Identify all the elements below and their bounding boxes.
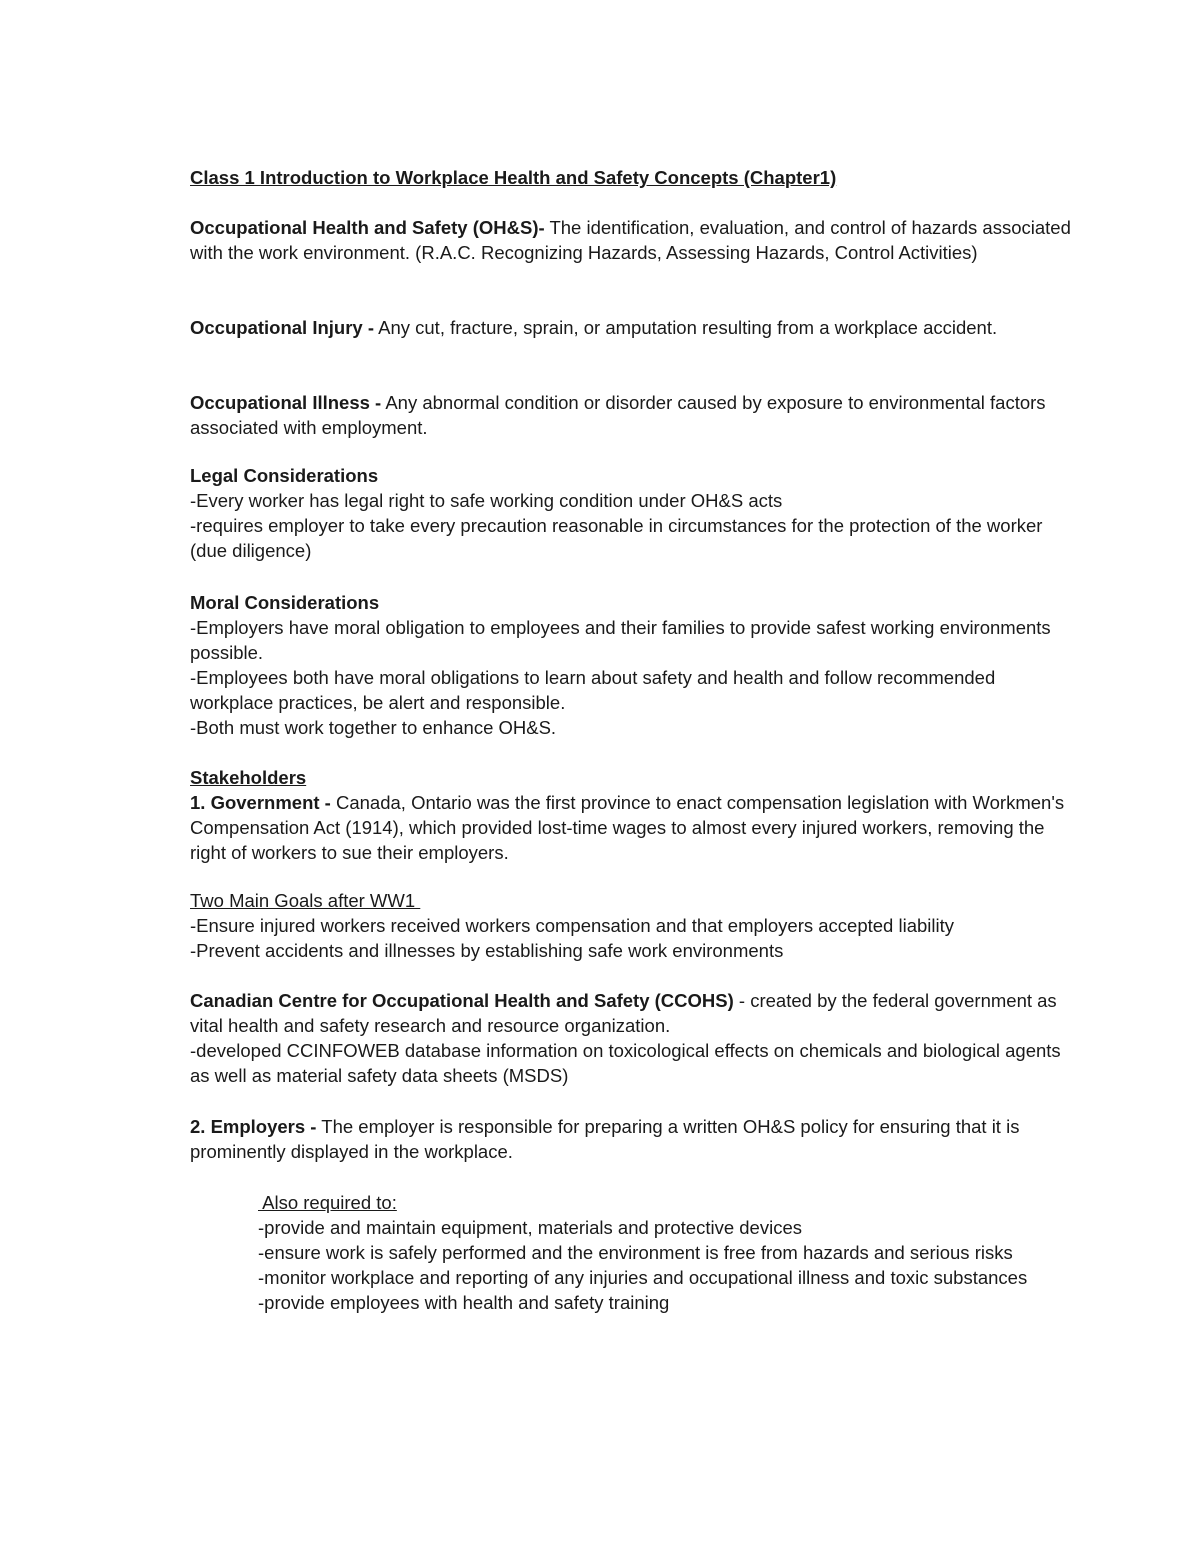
injury-term: Occupational Injury - xyxy=(190,317,374,338)
injury-definition xyxy=(190,315,1075,340)
government-paragraph xyxy=(190,790,1075,865)
also-required-point: -provide employees with health and safety training xyxy=(258,1292,670,1313)
government-term: 1. Government - xyxy=(190,792,331,813)
ohs-term: Occupational Health and Safety (OH&S)- xyxy=(190,217,545,238)
illness-definition xyxy=(190,390,1075,440)
legal-section xyxy=(190,463,1075,563)
also-required-heading: Also required to: xyxy=(258,1192,397,1213)
legal-point: -requires employer to take every precaution reasonable in circumstances for the protection of the worker (due diligence) xyxy=(190,515,1043,561)
legal-point: -Every worker has legal right to safe working condition under OH&S acts xyxy=(190,490,783,511)
employers-text: The employer is responsible for preparing a written OH&S policy for ensuring that it is prominently displayed in the workplace. xyxy=(190,1116,1020,1162)
goals-point: -Prevent accidents and illnesses by establishing safe work environments xyxy=(190,940,784,961)
moral-point: -Both must work together to enhance OH&S. xyxy=(190,717,557,738)
also-required-section xyxy=(258,1190,1078,1315)
stakeholders-heading: Stakeholders xyxy=(190,767,307,788)
illness-text: Any abnormal condition or disorder caused by exposure to environmental factors associated with employment. xyxy=(190,392,1046,438)
also-required-point: -ensure work is safely performed and the environment is free from hazards and serious risks xyxy=(258,1242,1013,1263)
legal-heading: Legal Considerations xyxy=(190,465,379,486)
ccohs-point: -developed CCINFOWEB database information on toxicological effects on chemicals and biological agents as well as material safety data sheets (MSDS) xyxy=(190,1040,1061,1086)
goals-section xyxy=(190,888,1075,963)
also-required-point: -monitor workplace and reporting of any injuries and occupational illness and toxic substances xyxy=(258,1267,1028,1288)
moral-point: -Employers have moral obligation to employees and their families to provide safest working environments possible. xyxy=(190,617,1051,663)
stakeholders-section xyxy=(190,765,1075,865)
goals-point: -Ensure injured workers received workers compensation and that employers accepted liability xyxy=(190,915,955,936)
injury-text: Any cut, fracture, sprain, or amputation resulting from a workplace accident. xyxy=(374,317,998,338)
government-text: Canada, Ontario was the first province to enact compensation legislation with Workmen's Compensation Act (1914), which provided lost-time wages to almost every injured workers, removing the right of workers to sue their employers. xyxy=(190,792,1065,863)
ccohs-paragraph xyxy=(190,988,1075,1038)
also-required-point: -provide and maintain equipment, materials and protective devices xyxy=(258,1217,802,1238)
ccohs-section xyxy=(190,988,1075,1088)
ccohs-text: - created by the federal government as vital health and safety research and resource organization. xyxy=(190,990,1057,1036)
ohs-text: The identification, evaluation, and control of hazards associated with the work environment. (R.A.C. Recognizing Hazards, Assessing Hazards, Control Activities) xyxy=(190,217,1071,263)
moral-section xyxy=(190,590,1075,740)
moral-heading: Moral Considerations xyxy=(190,592,380,613)
illness-term: Occupational Illness - xyxy=(190,392,382,413)
moral-point: -Employees both have moral obligations to learn about safety and health and follow recommended workplace practices, be alert and responsible. xyxy=(190,667,996,713)
employers-paragraph xyxy=(190,1114,1075,1164)
ccohs-term: Canadian Centre for Occupational Health and Safety (CCOHS) xyxy=(190,990,734,1011)
employers-term: 2. Employers - xyxy=(190,1116,317,1137)
goals-heading: Two Main Goals after WW1 xyxy=(190,890,421,911)
ohs-definition xyxy=(190,215,1075,265)
page-title: Class 1 Introduction to Workplace Health and Safety Concepts (Chapter1) xyxy=(190,167,837,188)
